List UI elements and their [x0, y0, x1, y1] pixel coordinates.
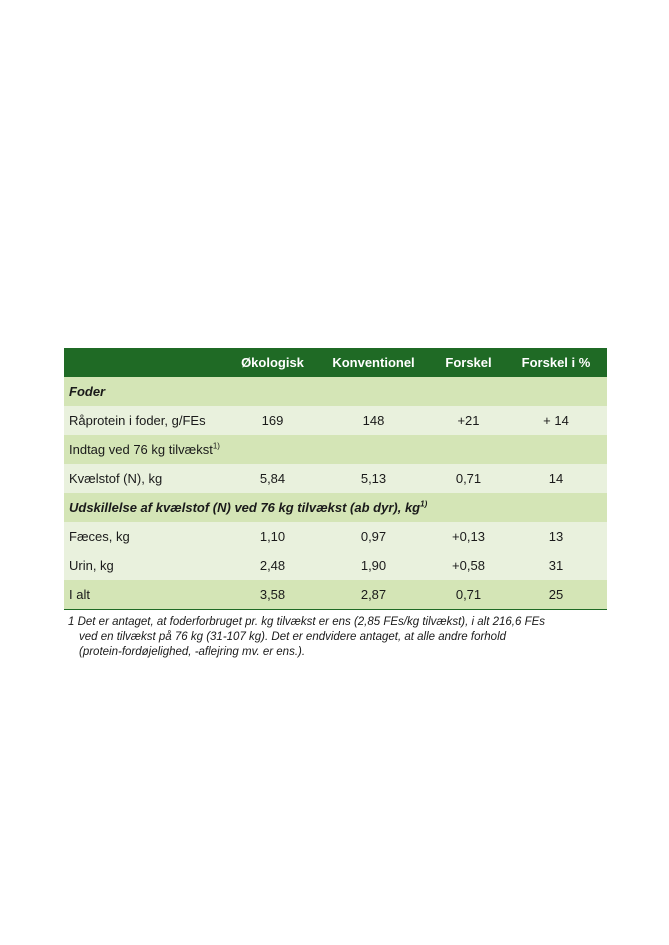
table-row: [64, 551, 607, 580]
cell-konventionel: 2,87: [315, 580, 432, 610]
header-empty: [64, 348, 230, 377]
header-forskel: Forskel: [432, 348, 505, 377]
cell-forskel: 0,71: [432, 464, 505, 493]
section-udskillelse: [64, 493, 607, 522]
table-row: [64, 406, 607, 435]
footnote-marker: 1): [420, 499, 428, 509]
footnote-line-3: (protein-fordøjelighed, -aflejring mv. er ens.).: [79, 646, 306, 658]
cell-forskel-pct: 31: [505, 551, 607, 580]
cell-konventionel: 0,97: [315, 522, 432, 551]
cell-okologisk: 169: [230, 406, 315, 435]
table-row-indtag: [64, 435, 607, 464]
footnote: [68, 615, 608, 660]
header-okologisk: Økologisk: [230, 348, 315, 377]
header-konventionel: Konventionel: [315, 348, 432, 377]
cell-forskel-pct: + 14: [505, 406, 607, 435]
footnote-marker: 1): [212, 441, 220, 451]
cell-forskel-pct: 14: [505, 464, 607, 493]
cell-forskel-pct: 25: [505, 580, 607, 610]
cell-forskel: 0,71: [432, 580, 505, 610]
table-row: [64, 464, 607, 493]
row-label: Kvælstof (N), kg: [64, 464, 230, 493]
cell-okologisk: 2,48: [230, 551, 315, 580]
cell-konventionel: 5,13: [315, 464, 432, 493]
header-forskel-pct: Forskel i %: [505, 348, 607, 377]
section-udskillelse-label: [64, 493, 607, 522]
row-label: I alt: [64, 580, 230, 610]
indtag-label: Indtag ved 76 kg tilvækst: [69, 442, 213, 457]
cell-konventionel: 148: [315, 406, 432, 435]
row-label-indtag: [64, 435, 607, 464]
section-foder: [64, 377, 607, 406]
cell-okologisk: 3,58: [230, 580, 315, 610]
cell-okologisk: 1,10: [230, 522, 315, 551]
row-label: Fæces, kg: [64, 522, 230, 551]
row-label: Urin, kg: [64, 551, 230, 580]
nitrogen-table: [64, 348, 607, 610]
cell-forskel-pct: 13: [505, 522, 607, 551]
header-row: [64, 348, 607, 377]
table-row-total: [64, 580, 607, 610]
row-label: Råprotein i foder, g/FEs: [64, 406, 230, 435]
cell-okologisk: 5,84: [230, 464, 315, 493]
table-row: [64, 522, 607, 551]
cell-forskel: +21: [432, 406, 505, 435]
cell-konventionel: 1,90: [315, 551, 432, 580]
cell-forskel: +0,13: [432, 522, 505, 551]
footnote-line-2: ved en tilvækst på 76 kg (31-107 kg). Det er endvidere antaget, at alle andre forhold: [79, 631, 507, 643]
footnote-line-1: 1 Det er antaget, at foderforbruget pr. kg tilvækst er ens (2,85 FEs/kg tilvækst), i alt 216,6 FEs: [68, 616, 546, 628]
cell-forskel: +0,58: [432, 551, 505, 580]
section-foder-label: Foder: [64, 377, 607, 406]
udskillelse-label: Udskillelse af kvælstof (N) ved 76 kg tilvækst (ab dyr), kg: [69, 500, 421, 515]
